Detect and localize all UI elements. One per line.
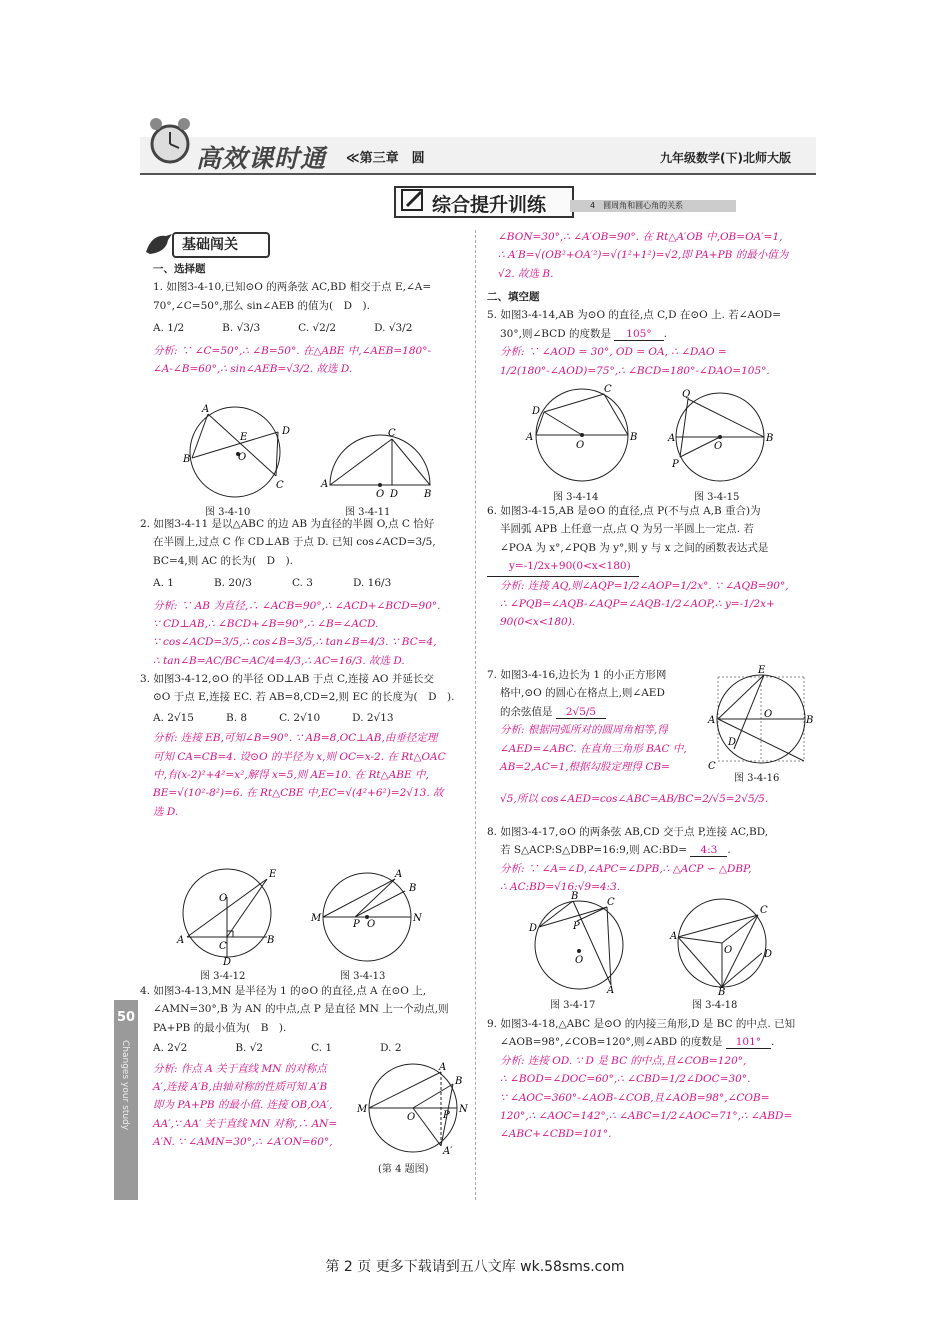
svg-text:M: M (357, 1104, 368, 1115)
q4-analysis: 即为 PA+PB 的最小值. 连接 OB,OA′, (153, 1099, 333, 1112)
q4-line: 4. 如图3-4-13,MN 是半径为 1 的⊙O 的直径,点 A 在⊙O 上, (140, 985, 427, 997)
q9-analysis: 120°,∴ ∠AOC=142°,∴ ∠ABC=1/2∠AOC=71°,∴ ∠ABD= (500, 1109, 793, 1122)
lesson-subtitle: 4 圆周角和圆心角的关系 (590, 201, 684, 210)
svg-text:C: C (708, 761, 716, 772)
svg-text:A′: A′ (443, 1146, 453, 1157)
caption-3-4-17: 图 3-4-17 (550, 1000, 596, 1011)
q4-analysis: A′N. ∵ ∠AMN=30°,∴ ∠A′ON=60°, (153, 1136, 333, 1148)
figure-3-4-10 (180, 400, 290, 500)
svg-text:D: D (532, 406, 541, 417)
q4-analysis: A′,连接 A′B,由轴对称的性质可知 A′B (153, 1080, 328, 1093)
caption-3-4-12: 图 3-4-12 (200, 971, 246, 982)
q7-analysis: ∠AED=∠ABC. 在直角三角形 BAC 中, (500, 742, 687, 755)
q4-analysis-cont: ∴ A′B=√(OB²+OA′²)=√(1²+1²)=√2,即 PA+PB 的最小值为 (498, 249, 789, 262)
svg-text:C: C (219, 941, 227, 952)
grade-label: 九年级数学(下)北师大版 (660, 151, 791, 165)
svg-text:N: N (459, 1104, 468, 1115)
svg-text:O: O (376, 489, 385, 500)
svg-text:B: B (630, 432, 638, 443)
svg-text:A: A (668, 433, 676, 444)
q2-analysis: ∵ CD⊥AB,∴ ∠BCD+∠B=90°,∴ ∠B=∠ACD. (153, 617, 379, 630)
svg-text:D: D (282, 426, 291, 437)
left-column (153, 260, 471, 378)
q3-analysis: BE=√(10²-8²)=6. 在 Rt△CBE 中,EC=√(4²+6²)=2√13. 故 (153, 787, 444, 800)
q6-answer: y=-1/2x+90(0<x<180) (487, 557, 639, 576)
q4-analysis-cont: √2. 故选 B. (498, 267, 554, 280)
svg-text:O: O (238, 452, 247, 463)
svg-text:A: A (177, 935, 185, 946)
q3-analysis: 分析: 连接 EB,可知∠B=90°. ∵ AB=8,OC⊥AB,由垂径定理 (153, 732, 438, 745)
svg-text:O: O (576, 440, 585, 451)
q6-analysis: 90(0<x<180). (500, 616, 576, 629)
q2-option: C. 3 (291, 577, 313, 590)
q1-option: B. √3/3 (222, 322, 261, 335)
q9-line-last: ∠AOB=98°,∠COB=120°,则∠ABD 的度数是 101° . (500, 1036, 775, 1049)
svg-text:O: O (724, 945, 733, 956)
q5-line: 5. 如图3-4-14,AB 为⊙O 的直径,点 C,D 在⊙O 上. 若∠AOD= (487, 309, 781, 322)
figure-3-4-17 (527, 891, 627, 996)
q4-option: A. 2√2 (153, 1042, 188, 1055)
q7-text: 的余弦值是 (500, 705, 553, 718)
q5-text: 30°,则∠BCD 的度数是 (500, 327, 611, 340)
svg-text:A: A (202, 404, 210, 415)
q6-line: 半圆弧 APB 上任意一点,点 Q 为另一半圆上一定点. 若 (500, 523, 754, 536)
svg-text:C: C (760, 905, 768, 916)
q3-option: B. 8 (226, 711, 248, 724)
svg-text:D: D (764, 949, 773, 960)
q4-analysis: 分析: 作点 A 关于直线 MN 的对称点 (153, 1062, 327, 1075)
footer-download-note: 第 2 页 更多下载请到五八文库 wk.58sms.com (325, 1259, 625, 1275)
svg-text:A: A (321, 479, 329, 490)
q5-analysis: 分析: ∵ ∠AOD = 30°, OD = OA, ∴ ∠DAO = (500, 346, 727, 359)
q6-line: 6. 如图3-4-15,AB 是⊙O 的直径,点 P(不与点 A,B 重合)为 (487, 505, 761, 517)
banner-title: 综合提升训练 (432, 194, 547, 216)
svg-text:D: D (728, 737, 737, 748)
figure-3-4-18 (670, 895, 775, 998)
caption-3-4-11: 图 3-4-11 (345, 507, 391, 518)
q1-option: C. √2/2 (298, 322, 337, 335)
svg-text:B: B (718, 987, 726, 998)
figure-3-4-12 (175, 865, 285, 968)
svg-text:O: O (219, 893, 228, 904)
svg-text:C: C (388, 428, 396, 439)
heading-fill: 二、填空题 (487, 291, 540, 303)
q8-line-last: 若 S△ACP:S△DBP=16:9,则 AC:BD= 4:3 . (500, 844, 731, 857)
figure-3-4-16 (708, 665, 814, 772)
q2-line: 2. 如图3-4-11 是以△ABC 的边 AB 为直径的半圆 O,点 C 恰好 (140, 518, 435, 530)
q1-option: A. 1/2 (153, 322, 185, 335)
svg-text:E: E (758, 665, 766, 676)
q9-block (487, 1015, 817, 1144)
figure-3-4-13 (305, 865, 435, 965)
q8-analysis: ∴ AC:BD=√16:√9=4:3. (500, 881, 621, 894)
q3-analysis: 中,有(x-2)²+4²=x²,解得 x=5,则 AE=10. 在 Rt△ABE 中, (153, 768, 429, 781)
q1-line: 70°,∠C=50°,那么 sin∠AEB 的值为( D ). (153, 299, 370, 312)
q8-line: 8. 如图3-4-17,⊙O 的两条弦 AB,CD 交于点 P,连接 AC,BD, (487, 826, 769, 838)
svg-text:C: C (607, 897, 615, 908)
svg-text:E: E (240, 432, 248, 443)
q4-option: C. 1 (311, 1042, 333, 1055)
svg-text:M: M (311, 913, 322, 924)
fill-blank-block (487, 288, 817, 380)
caption-3-4-15: 图 3-4-15 (694, 492, 740, 503)
svg-text:O: O (407, 1112, 416, 1123)
q3-option: D. 2√13 (352, 711, 394, 724)
figure-3-4-14 (520, 380, 640, 485)
figure-q4 (355, 1058, 470, 1158)
right-column-top (498, 228, 816, 283)
q4-option: B. √2 (235, 1042, 264, 1055)
svg-text:B: B (455, 1076, 463, 1087)
figure-3-4-15 (668, 385, 778, 485)
q3-analysis: 选 D. (153, 805, 179, 818)
q5-answer: 105° (614, 328, 663, 341)
lesson-subtitle-bar (570, 200, 736, 212)
q8-text: 若 S△ACP:S△DBP=16:9,则 AC:BD= (500, 844, 688, 857)
q1-analysis: ∠A-∠B=60°,∴ sin∠AEB=√3/2. 故选 D. (153, 362, 353, 375)
q7-block (487, 666, 707, 776)
caption-3-4-10: 图 3-4-10 (205, 507, 251, 518)
q3-options (153, 709, 470, 727)
svg-text:B: B (409, 883, 417, 894)
q6-block (487, 502, 817, 632)
q3-line: ⊙O 于点 E,连接 EC. 若 AB=8,CD=2,则 EC 的长度为( D ). (153, 691, 455, 704)
svg-text:B: B (571, 891, 579, 902)
caption-3-4-14: 图 3-4-14 (553, 492, 599, 503)
caption-3-4-13: 图 3-4-13 (340, 971, 386, 982)
q7-analysis: 分析: 根据同弧所对的圆周角相等,得 (500, 724, 668, 737)
q2-options (153, 574, 470, 592)
svg-text:D: D (529, 923, 538, 934)
q9-analysis: ∠ABC+∠CBD=101°. (500, 1128, 612, 1141)
q9-text: ∠AOB=98°,∠COB=120°,则∠ABD 的度数是 (500, 1036, 723, 1049)
q8-analysis: 分析: ∵ ∠A=∠D,∠APC=∠DPB,∴ △ACP ∽ △DBP, (500, 862, 752, 875)
q9-analysis: ∵ ∠AOC=360°-∠AOB-∠COB,且∠AOB=98°,∠COB= (500, 1091, 770, 1104)
svg-text:P: P (672, 459, 679, 470)
svg-text:N: N (413, 913, 422, 924)
q7-line: 7. 如图3-4-16,边长为 1 的小正方形网 (487, 669, 667, 681)
q7-analysis: √5,所以 cos∠AED=cos∠ABC=AB/BC=2/√5=2√5/5. (500, 793, 769, 805)
svg-text:A: A (708, 715, 716, 726)
q7-line-last (487, 703, 707, 721)
q7-analysis: AB=2,AC=1,根据勾股定理得 CB= (500, 760, 670, 773)
q7-line: 格中,⊙O 的圆心在格点上,则∠AED (500, 687, 665, 700)
q6-analysis: ∴ ∠PQB=∠AQB-∠AQP=∠AQB-1/2∠AOP,∴ y=-1/2x+ (500, 597, 775, 610)
q6-line: ∠POA 为 x°,∠PQB 为 y°,则 y 与 x 之间的函数表达式是 (500, 541, 769, 554)
q2-line: BC=4,则 AC 的长为( D ). (153, 554, 294, 567)
q3-analysis: 可知 CA=CB=4. 设⊙O 的半径为 x,则 OC=x-2. 在 Rt△OAC (153, 750, 446, 763)
q9-line: 9. 如图3-4-18,△ABC 是⊙O 的内接三角形,D 是 BC 的中点. 已知 (487, 1018, 796, 1030)
svg-text:C: C (604, 384, 612, 395)
caption-3-4-18: 图 3-4-18 (692, 1000, 738, 1011)
q6-analysis: 分析: 连接 AQ,则∠AQP=1/2∠AOP=1/2x°. ∵ ∠AQB=90°, (500, 579, 789, 592)
q2-option: D. 16/3 (352, 577, 392, 590)
column-divider (475, 230, 476, 1200)
q9-analysis: ∴ ∠BOD=∠DOC=60°,∴ ∠CBD=1/2∠DOC=30°. (500, 1073, 751, 1086)
brand-title: 高效课时通 (196, 144, 327, 173)
q2-analysis: 分析: ∵ AB 为直径,∴ ∠ACB=90°,∴ ∠ACD+∠BCD=90°. (153, 599, 441, 612)
svg-text:O: O (714, 441, 723, 452)
q4-analysis-cont: ∠BON=30°,∴ ∠A′OB=90°. 在 Rt△A′OB 中,OB=OA′=1, (498, 231, 783, 243)
heading-choice: 一、选择题 (153, 263, 206, 275)
svg-text:C: C (276, 480, 284, 491)
q7-analysis-last (500, 790, 820, 808)
svg-text:B: B (806, 715, 814, 726)
q1-options (153, 319, 471, 337)
q2-block (140, 515, 470, 821)
q9-analysis: 分析: 连接 OD. ∵ D 是 BC 的中点,且∠COB=120°, (500, 1054, 747, 1067)
pencil-icon (401, 189, 425, 211)
q2-option: A. 1 (153, 577, 174, 590)
alarm-clock-logo-icon (142, 112, 198, 168)
svg-text:O: O (764, 709, 773, 720)
svg-text:A: A (670, 931, 678, 942)
svg-text:B: B (424, 489, 432, 500)
svg-text:B: B (267, 935, 275, 946)
q4-options (153, 1039, 470, 1057)
svg-text:E: E (269, 869, 277, 880)
section-title: 基础闯关 (172, 232, 270, 258)
bird-icon (142, 230, 174, 258)
caption-q4: (第 4 题图) (378, 1164, 429, 1175)
q1-analysis: 分析: ∵ ∠C=50°,∴ ∠B=50°. 在△ABE 中,∠AEB=180°- (153, 344, 432, 357)
svg-text:B: B (183, 454, 191, 465)
svg-text:O: O (575, 955, 584, 966)
q2-option: B. 20/3 (213, 577, 252, 590)
svg-text:D: D (223, 957, 232, 968)
q2-analysis: ∴ tan∠B=AC/BC=AC/4=4/3,∴ AC=16/3. 故选 D. (153, 654, 405, 667)
svg-text:B: B (766, 433, 774, 444)
q3-option: A. 2√15 (153, 711, 194, 724)
svg-text:O: O (367, 919, 376, 930)
q7-answer: 2√5/5 (556, 706, 606, 719)
figure-3-4-11 (320, 425, 435, 500)
svg-text:A: A (395, 869, 403, 880)
page-number: 50 (117, 1010, 136, 1025)
q4-option: D. 2 (380, 1042, 402, 1055)
q4-analysis-block (140, 1060, 353, 1152)
svg-text:A: A (526, 432, 534, 443)
q5-line-last: 30°,则∠BCD 的度数是 105° . (500, 327, 667, 340)
q2-analysis: ∵ cos∠ACD=3/5,∴ cos∠B=3/5,∴ tan∠B=4/3. ∵ BC=4, (153, 636, 437, 649)
svg-text:P: P (443, 1110, 450, 1121)
q2-line: 在半圆上,过点 C 作 CD⊥AB 于点 D. 已知 cos∠ACD=3/5, (153, 536, 436, 549)
q4-line: PA+PB 的最小值为( B ). (153, 1021, 287, 1034)
q8-block (487, 823, 817, 897)
q1-option: D. √3/2 (374, 322, 413, 335)
q4-analysis: AA′,∵ AA′ 关于直线 MN 对称,∴ AN= (153, 1117, 338, 1130)
q8-answer: 4:3 (690, 844, 727, 857)
caption-3-4-16: 图 3-4-16 (734, 773, 780, 784)
q1-line: 1. 如图3-4-10,已知⊙O 的两条弦 AC,BD 相交于点 E,∠A= (153, 281, 432, 294)
svg-text:D: D (390, 489, 399, 500)
q5-analysis: 1/2(180°-∠AOD)=75°,∴ ∠BCD=180°-∠DAO=105°. (500, 364, 770, 377)
svg-text:P: P (353, 919, 360, 930)
q4-line: ∠AMN=30°,B 为 AN 的中点,点 P 是直径 MN 上一个动点,则 (153, 1003, 449, 1016)
svg-text:Q: Q (682, 389, 691, 400)
svg-text:A: A (607, 985, 615, 996)
chapter-label: ≪第三章 圆 (346, 151, 425, 166)
svg-text:A: A (439, 1062, 447, 1073)
svg-text:P: P (573, 921, 580, 932)
q9-answer: 101° (726, 1036, 771, 1049)
side-tab-text: Changes your study (120, 1040, 130, 1131)
q3-option: C. 2√10 (279, 711, 321, 724)
q3-line: 3. 如图3-4-12,⊙O 的半径 OD⊥AB 于点 C,连接 AO 并延长交 (140, 673, 434, 685)
